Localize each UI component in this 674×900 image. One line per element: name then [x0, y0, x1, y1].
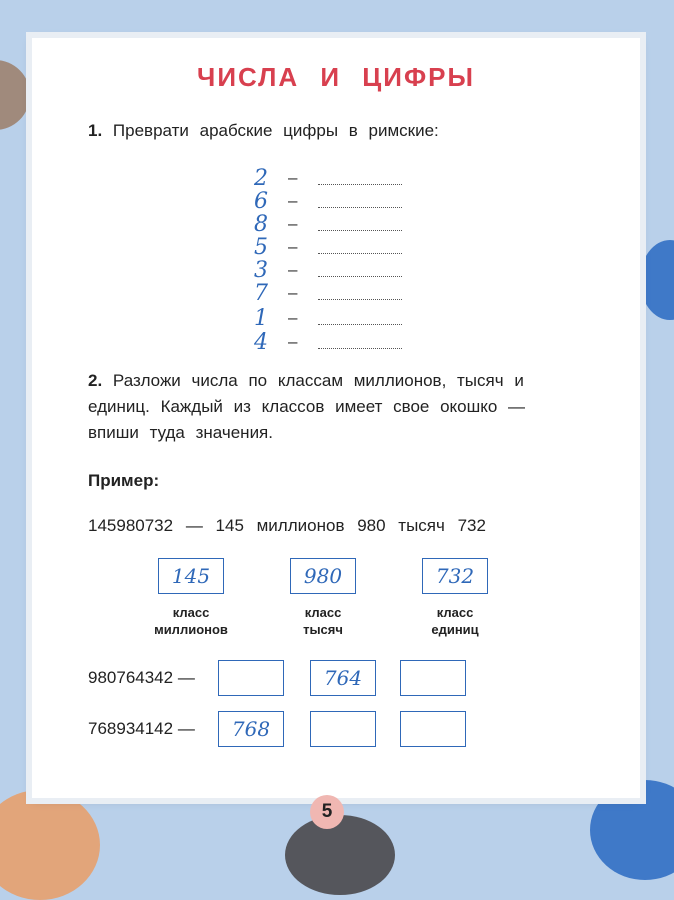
arabic-digit: 5 [254, 234, 268, 260]
dash: – [288, 332, 298, 351]
arabic-digit: 4 [254, 329, 268, 355]
dash: – [288, 260, 298, 279]
task-1-text: Преврати арабские цифры в римские: [112, 121, 439, 140]
worksheet-page [32, 38, 640, 798]
arabic-digit: 3 [254, 257, 268, 283]
page-number: 5 [310, 795, 344, 829]
answer-box-millions[interactable] [218, 660, 284, 696]
answer-box-units[interactable] [400, 711, 466, 747]
class-label-line: класс [172, 605, 210, 620]
task-2-number: 2. [88, 371, 103, 390]
answer-box-millions[interactable]: 768 [218, 711, 284, 747]
task-2-text-line-2: единиц. Каждый из классов имеет свое окошко — [88, 397, 526, 416]
task-2-heading [88, 368, 608, 446]
class-label-line: миллионов [154, 622, 228, 637]
example-box-units: 732 [422, 558, 488, 594]
dash: – [288, 168, 298, 187]
answer-line[interactable] [318, 241, 402, 254]
answer-line[interactable] [318, 264, 402, 277]
dash: – [288, 191, 298, 210]
answer-box-thousands[interactable] [310, 711, 376, 747]
dash: – [288, 308, 298, 327]
conversion-row [254, 258, 402, 282]
class-label-millions [136, 604, 246, 638]
answer-line[interactable] [318, 195, 402, 208]
answer-line[interactable] [318, 218, 402, 231]
conversion-row [254, 235, 402, 259]
conversion-row [254, 189, 402, 213]
task-2-text-line-3: впиши туда значения. [88, 423, 273, 442]
example-decomposition: 145980732 — 145 миллионов 980 тысяч 732 [88, 516, 486, 535]
background-flower [640, 240, 674, 320]
task-1-number: 1. [88, 121, 103, 140]
exercise-number: 768934142 — [88, 719, 195, 738]
background-hedgehog [285, 815, 395, 895]
conversion-row [254, 330, 402, 354]
conversion-row [254, 166, 402, 190]
example-box-millions: 145 [158, 558, 224, 594]
example-label: Пример: [88, 471, 160, 490]
arabic-digit: 2 [254, 165, 268, 191]
conversion-row [254, 306, 402, 330]
class-label-line: класс [304, 605, 342, 620]
class-label-line: класс [436, 605, 474, 620]
arabic-digit: 7 [254, 280, 268, 306]
class-label-line: единиц [431, 622, 479, 637]
arabic-digit: 1 [254, 305, 268, 331]
example-box-thousands: 980 [290, 558, 356, 594]
answer-line[interactable] [318, 336, 402, 349]
dash: – [288, 283, 298, 302]
arabic-digit: 6 [254, 188, 268, 214]
answer-line[interactable] [318, 172, 402, 185]
conversion-row [254, 212, 402, 236]
page-title: ЧИСЛА И ЦИФРЫ [197, 62, 475, 92]
conversion-row [254, 281, 402, 305]
task-1-heading [88, 118, 608, 144]
exercise-number: 980764342 — [88, 668, 195, 687]
dash: – [288, 214, 298, 233]
class-label-thousands [268, 604, 378, 638]
task-2-text-line-1: Разложи числа по классам миллионов, тысяч и [112, 371, 524, 390]
answer-box-units[interactable] [400, 660, 466, 696]
answer-box-thousands[interactable]: 764 [310, 660, 376, 696]
class-label-units [400, 604, 510, 638]
background-character [0, 790, 100, 900]
answer-line[interactable] [318, 312, 402, 325]
answer-line[interactable] [318, 287, 402, 300]
background-shape [0, 60, 30, 130]
dash: – [288, 237, 298, 256]
arabic-digit: 8 [254, 211, 268, 237]
class-label-line: тысяч [303, 622, 343, 637]
